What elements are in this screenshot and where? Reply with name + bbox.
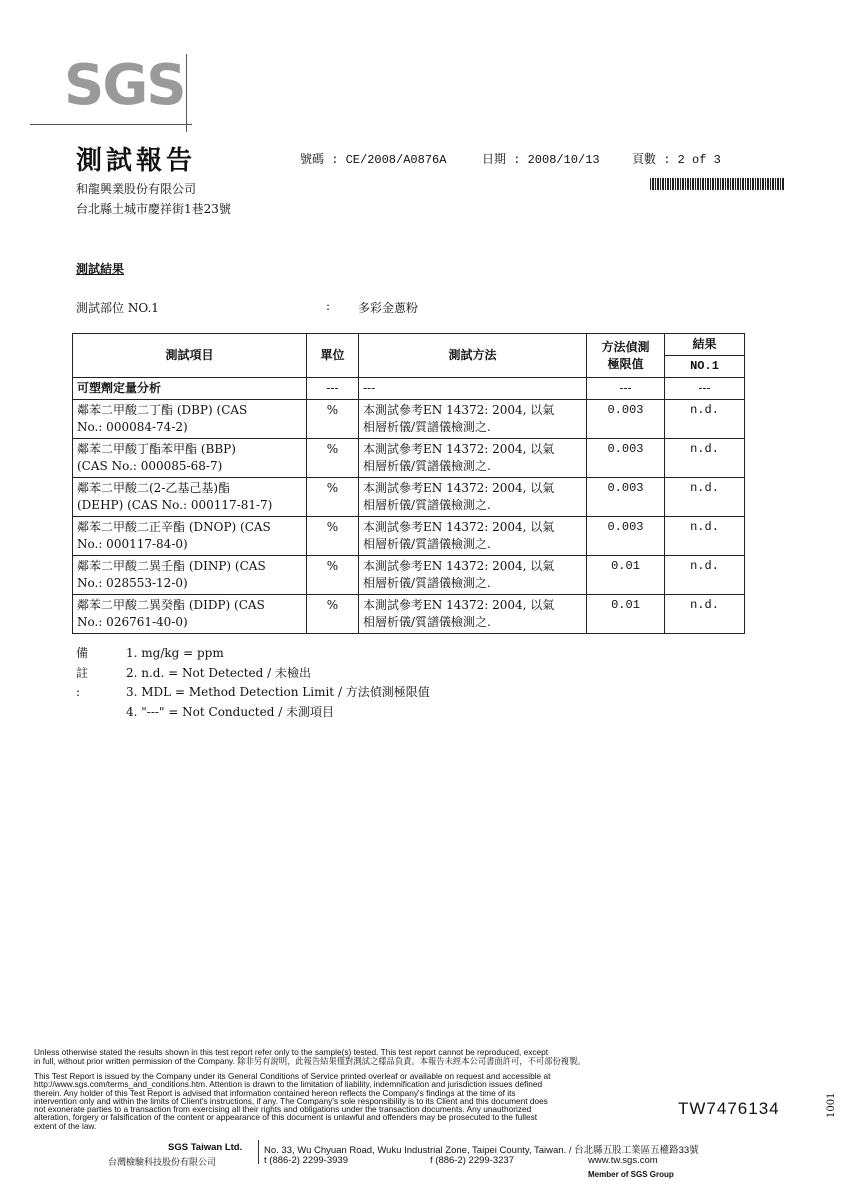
item-line: No.: 028553-12-0)	[77, 576, 188, 590]
footer-company-zh: 台灣檢驗科技股份有限公司	[108, 1158, 217, 1168]
item-line: (DEHP) (CAS No.: 000117-81-7)	[77, 498, 273, 512]
row-mdl: 0.01	[587, 556, 665, 595]
row-method	[359, 478, 587, 517]
row-mdl: 0.003	[587, 400, 665, 439]
disclaimer-line: extent of the law.	[34, 1120, 97, 1131]
section-title: 測試結果	[76, 262, 125, 276]
results-table	[72, 333, 745, 634]
method-line: 相層析儀/質譜儀檢測之.	[363, 576, 491, 590]
report-date: 日期 : 2008/10/13	[482, 153, 600, 167]
disclaimer-line: This Test Report is issued by the Company under its General Conditions of Service printed overleaf or available on request and accessible at	[34, 1071, 551, 1081]
group-result: ---	[665, 378, 745, 400]
footer-tel: t (886-2) 2299-3939	[264, 1155, 348, 1166]
group-row	[73, 378, 745, 400]
header-test-item: 測試項目	[73, 334, 307, 378]
client-address: 台北縣土城市慶祥街1巷23號	[76, 202, 231, 216]
row-mdl: 0.003	[587, 517, 665, 556]
footer-address: No. 33, Wu Chyuan Road, Wuku Industrial Zone, Taipei County, Taiwan. / 台北縣五股工業區五權路33號	[264, 1145, 699, 1156]
row-method	[359, 400, 587, 439]
row-unit: %	[307, 400, 359, 439]
disclaimer-line: in full, without prior written permission of the Company. 除非另有說明，此報告結果僅對測試之樣品負責。本報告未經本公司書面許可，不可部份複製。	[34, 1056, 586, 1066]
group-name: 可塑劑定量分析	[73, 378, 307, 400]
row-item	[73, 517, 307, 556]
row-item	[73, 595, 307, 634]
row-unit: %	[307, 478, 359, 517]
method-line: 相層析儀/質譜儀檢測之.	[363, 615, 491, 629]
disclaimer-line: alteration, forgery or falsification of the content or appearance of this document is unlawful and offenders may be prosecuted to the fullest	[34, 1112, 538, 1123]
report-number: 號碼 : CE/2008/A0876A	[300, 153, 447, 167]
item-line: 鄰苯二甲酸二丁酯 (DBP) (CAS	[77, 403, 248, 417]
item-line: No.: 000084-74-2)	[77, 420, 188, 434]
side-number: 1001	[826, 1092, 837, 1118]
row-item	[73, 400, 307, 439]
logo-rule-horizontal	[30, 124, 192, 125]
method-line: 本測試參考EN 14372: 2004, 以氣	[363, 481, 555, 495]
table-row	[73, 595, 745, 634]
row-result: n.d.	[665, 556, 745, 595]
disclaimer-conditions	[34, 1072, 664, 1130]
table-row	[73, 400, 745, 439]
method-line: 本測試參考EN 14372: 2004, 以氣	[363, 520, 555, 534]
group-method: ---	[359, 378, 587, 400]
row-result: n.d.	[665, 478, 745, 517]
report-title: 測試報告	[76, 146, 197, 176]
method-line: 本測試參考EN 14372: 2004, 以氣	[363, 442, 555, 456]
item-line: 鄰苯二甲酸二(2-乙基己基)酯	[77, 481, 231, 495]
test-part-colon: :	[326, 299, 331, 313]
item-line: 鄰苯二甲酸二正辛酯 (DNOP) (CAS	[77, 520, 271, 534]
method-line: 相層析儀/質譜儀檢測之.	[363, 420, 491, 434]
row-method	[359, 517, 587, 556]
method-line: 相層析儀/質譜儀檢測之.	[363, 459, 491, 473]
table-row	[73, 439, 745, 478]
row-unit: %	[307, 517, 359, 556]
header-mdl-line2: 極限值	[607, 356, 644, 371]
notes-label: 備註 :	[76, 646, 89, 699]
item-line: 鄰苯二甲酸二異癸酯 (DIDP) (CAS	[77, 598, 265, 612]
header-result: 結果	[665, 334, 745, 356]
item-line: 鄰苯二甲酸丁酯苯甲酯 (BBP)	[77, 442, 236, 456]
header-method: 測試方法	[359, 334, 587, 378]
footer-member: Member of SGS Group	[588, 1170, 674, 1179]
row-result: n.d.	[665, 517, 745, 556]
note-item: 2. n.d. = Not Detected / 未檢出	[126, 665, 311, 680]
disclaimer-line: therein. Any holder of this Test Report is advised that information contained hereon reflects the Company's findings at the time of its	[34, 1087, 516, 1098]
row-result: n.d.	[665, 400, 745, 439]
client-name: 和龍興業股份有限公司	[76, 182, 197, 196]
logo-rule-vertical	[186, 54, 187, 132]
notes-list	[126, 644, 430, 722]
row-unit: %	[307, 595, 359, 634]
header-mdl	[587, 334, 665, 378]
row-result: n.d.	[665, 439, 745, 478]
method-line: 本測試參考EN 14372: 2004, 以氣	[363, 559, 555, 573]
row-method	[359, 556, 587, 595]
table-row	[73, 478, 745, 517]
footer-company-en: SGS Taiwan Ltd.	[168, 1142, 243, 1153]
row-mdl: 0.003	[587, 478, 665, 517]
method-line: 本測試參考EN 14372: 2004, 以氣	[363, 403, 555, 417]
header-mdl-line1: 方法偵測	[601, 339, 650, 354]
footer-fax: f (886-2) 2299-3237	[430, 1155, 514, 1166]
disclaimer-reproduction	[34, 1048, 664, 1066]
item-line: 鄰苯二甲酸二異壬酯 (DINP) (CAS	[77, 559, 266, 573]
test-part-label: 測試部位 NO.1	[76, 301, 159, 315]
row-method	[359, 595, 587, 634]
row-item	[73, 478, 307, 517]
method-line: 相層析儀/質譜儀檢測之.	[363, 498, 491, 512]
note-item: 4. "---" = Not Conducted / 未測項目	[126, 704, 335, 719]
item-line: No.: 000117-84-0)	[77, 537, 188, 551]
method-line: 本測試參考EN 14372: 2004, 以氣	[363, 598, 555, 612]
barcode	[650, 178, 784, 190]
method-line: 相層析儀/質譜儀檢測之.	[363, 537, 491, 551]
table-row	[73, 517, 745, 556]
row-mdl: 0.003	[587, 439, 665, 478]
footer-website[interactable]: www.tw.sgs.com	[588, 1155, 658, 1166]
terms-link[interactable]: http://www.sgs.com/terms_and_conditions.htm. Attention is drawn to the limitation of liability, indemnification and jurisdiction issues defined	[34, 1079, 543, 1090]
header-unit: 單位	[307, 334, 359, 378]
table-header-row	[73, 334, 745, 356]
row-unit: %	[307, 556, 359, 595]
header-result-sample: NO.1	[665, 356, 745, 378]
row-mdl: 0.01	[587, 595, 665, 634]
serial-number: TW7476134	[678, 1099, 780, 1118]
row-method	[359, 439, 587, 478]
test-part-value: 多彩金蔥粉	[358, 301, 419, 315]
row-result: n.d.	[665, 595, 745, 634]
disclaimer-line: Unless otherwise stated the results shown in this test report refer only to the sample(s) tested. This test report cannot be reproduced, except	[34, 1047, 549, 1057]
note-item: 3. MDL = Method Detection Limit / 方法偵測極限值	[126, 685, 430, 699]
disclaimer-line: not exonerate parties to a transaction from exercising all their rights and obligations under the transaction documents. Any unauthorized	[34, 1104, 532, 1115]
item-line: No.: 026761-40-0)	[77, 615, 188, 629]
item-line: (CAS No.: 000085-68-7)	[77, 459, 223, 473]
footer-separator	[258, 1140, 259, 1164]
sgs-logo: SGS	[64, 53, 185, 118]
row-item	[73, 439, 307, 478]
row-unit: %	[307, 439, 359, 478]
disclaimer-line: intervention only and within the limits of Client's instructions, if any. The Company's sole responsibility is to its Client and this document does	[34, 1095, 548, 1106]
group-mdl: ---	[587, 378, 665, 400]
group-unit: ---	[307, 378, 359, 400]
row-item	[73, 556, 307, 595]
table-row	[73, 556, 745, 595]
note-item: 1. mg/kg = ppm	[126, 646, 224, 660]
page-indicator: 頁數 : 2 of 3	[632, 153, 721, 167]
